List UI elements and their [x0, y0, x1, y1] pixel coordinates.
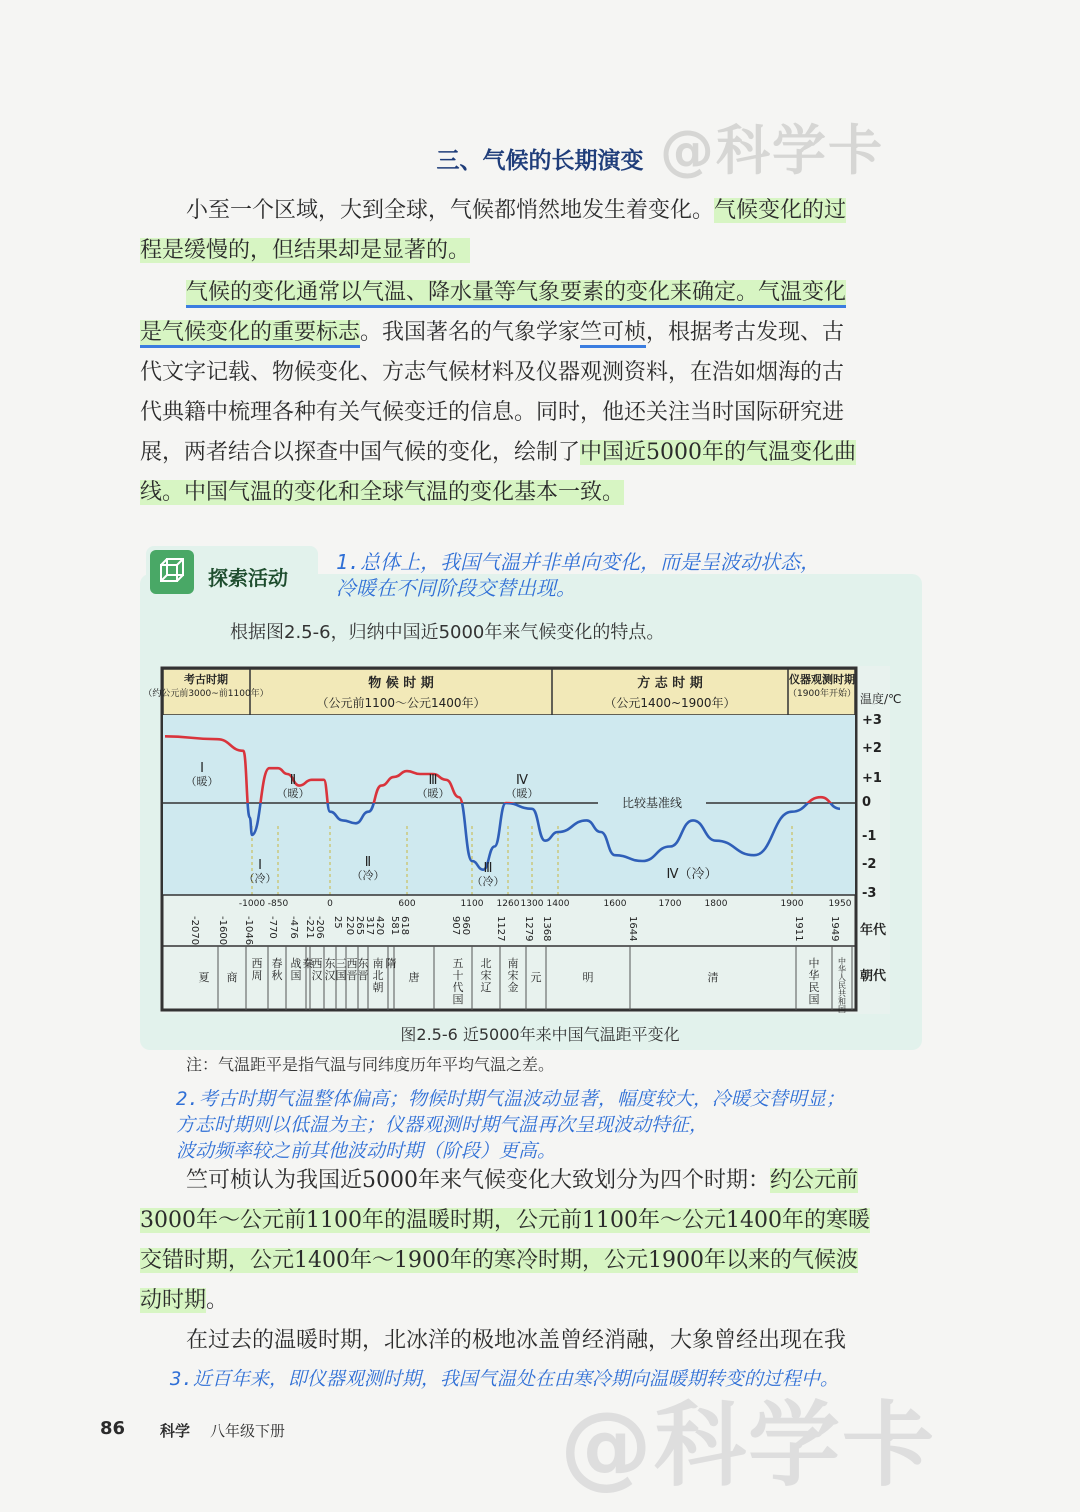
text: 代文字记载、物候变化、方志气候材料及仪器观测资料，在浩如烟海的古	[140, 360, 845, 385]
year-label: -476	[288, 916, 299, 939]
warm-label: Ⅲ	[428, 773, 438, 788]
text-line-8	[140, 478, 624, 508]
dynasty-label: 汉	[324, 969, 336, 982]
dynasty-label: 北	[372, 969, 384, 982]
text: 竺可桢认为我国近5000年来气候变化大致划分为四个时期：	[186, 1168, 770, 1193]
x-tick-label: 1400	[546, 899, 570, 909]
figure-note: 注：气温距平是指气温与同纬度历年平均气温之差。	[186, 1055, 555, 1074]
x-tick-label: 1900	[780, 899, 804, 909]
figure-caption: 图2.5-6 近5000年来中国气温距平变化	[400, 1025, 680, 1044]
y-axis-label: 温度/℃	[860, 692, 902, 706]
page-number: 86	[100, 1418, 126, 1439]
dynasty-label: 夏	[198, 971, 210, 984]
year-label: 1127	[495, 916, 506, 942]
text-line-13	[186, 1326, 846, 1356]
year-label: 1279	[523, 916, 534, 942]
text-line-6	[140, 398, 844, 428]
period-range: （公元前1100～公元1400年）	[316, 696, 486, 710]
year-label: 581	[389, 916, 400, 936]
x-tick-label: 1800	[704, 899, 728, 909]
highlight: 3000年～公元前1100年的温暖时期，公元前1100年～公元1400年的寒暖	[140, 1208, 870, 1233]
dynasty-label: 南	[372, 957, 384, 970]
year-label: 1368	[541, 916, 552, 942]
text-line-10	[140, 1206, 870, 1236]
dynasty-label: 明	[582, 971, 594, 984]
footer-grade: 八年级下册	[210, 1422, 286, 1440]
dynasty-label: 南	[507, 957, 519, 970]
y-tick-label: +3	[862, 713, 882, 728]
dynasty-label: 国	[335, 969, 347, 982]
dynasty-label: 晋	[346, 969, 358, 982]
x-tick-label: 1260	[496, 899, 520, 909]
dynasty-label: 金	[507, 981, 519, 994]
year-label: 317	[364, 916, 375, 936]
handwritten-note-2b: 方志时期则以低温为主；仪器观测时期气温再次呈现波动特征，	[176, 1114, 709, 1136]
handwritten-note-2c: 波动频率较之前其他波动时期（阶段）更高。	[176, 1140, 557, 1162]
text-line-2	[140, 236, 470, 266]
dynasty-label: 民	[808, 981, 820, 994]
dynasty-label: 北	[480, 957, 492, 970]
warm-label: Ⅱ	[289, 773, 297, 788]
cold-label: （冷）	[243, 872, 277, 885]
x-tick-label: 1950	[828, 899, 852, 909]
text-line-12	[140, 1286, 228, 1316]
dynasty-label: 三	[335, 957, 347, 970]
year-label: 420	[374, 916, 385, 936]
dynasty-label: 国	[452, 993, 464, 1006]
baseline-label: 比较基准线	[621, 796, 683, 810]
text: ，根据考古发现、古	[646, 320, 845, 345]
dynasty-label: 清	[707, 971, 719, 984]
highlight: 气候变化的过	[714, 198, 847, 223]
dynasty-label: 国	[808, 993, 820, 1006]
dynasty-label: 中	[808, 957, 820, 970]
x-tick-label: 1600	[603, 899, 627, 909]
x-tick-label: 1700	[658, 899, 682, 909]
cold-label: Ⅱ	[364, 855, 372, 870]
highlight: 动时期	[140, 1288, 207, 1313]
dynasty-label: 宋	[507, 969, 519, 982]
y-tick-label: -1	[862, 829, 877, 844]
period-name: 考古时期	[184, 673, 228, 686]
period-range: （公元1400~1900年）	[604, 696, 736, 710]
dynasty-label: 共	[838, 989, 846, 998]
period-range: （1900年开始）	[788, 689, 856, 699]
dynasty-label: 东	[324, 957, 336, 970]
watermark-bottom: @科学卡	[560, 1392, 937, 1499]
dynasty-label: 商	[226, 971, 238, 984]
year-label: -221	[304, 916, 315, 939]
text: 。我国著名的气象学家	[360, 320, 581, 345]
dynasty-label: 秦	[302, 957, 314, 970]
highlight: 交错时期，公元1400年～1900年的寒冷时期，公元1900年以来的气候波	[140, 1248, 858, 1273]
watermark-top: @科学卡	[660, 119, 884, 182]
text-line-7	[140, 438, 856, 468]
cold-label: Ⅳ（冷）	[666, 867, 718, 882]
handwritten-note-2a: 2.考古时期气温整体偏高；物候时期气温波动显著，幅度较大，冷暖交替明显；	[176, 1088, 845, 1110]
dynasty-label: 华	[838, 965, 846, 974]
year-label: 960	[460, 916, 471, 936]
text-line-4	[140, 318, 844, 348]
year-row-label: 年代	[860, 923, 887, 938]
dynasty-label: 国	[290, 969, 302, 982]
period-name: 仪器观测时期	[789, 673, 855, 686]
highlight: 程是缓慢的，但结果却是显著的。	[140, 238, 471, 263]
temperature-chart	[143, 666, 902, 1014]
year-label: 220	[344, 916, 355, 936]
year-label: -206	[314, 916, 325, 939]
text-line-9	[186, 1166, 858, 1196]
year-label: -1600	[217, 916, 228, 946]
dynasty-label: 宋	[480, 969, 492, 982]
y-tick-label: +2	[862, 741, 882, 756]
highlight: 中国近5000年的气温变化曲	[580, 440, 857, 465]
warm-label: Ⅳ	[516, 773, 528, 788]
handwritten-note-3: 3.近百年来，即仪器观测时期，我国气温处在由寒冷期向温暖期转变的过程中。	[170, 1368, 839, 1390]
text: 展，两者结合以探查中国气候的变化，绘制了	[140, 440, 581, 465]
y-tick-label: -2	[862, 857, 877, 872]
text-line-3	[186, 278, 846, 308]
dynasty-label: 晋	[357, 969, 369, 982]
year-label: 1949	[829, 916, 840, 942]
dynasty-label: 春	[271, 957, 283, 970]
dynasty-label: 人	[838, 973, 846, 982]
period-name: 方 志 时 期	[637, 676, 703, 691]
highlight: 线。中国气温的变化和全球气温的变化基本一致。	[140, 480, 625, 505]
dynasty-label: 战	[290, 957, 302, 970]
period-name: 物 候 时 期	[368, 676, 434, 691]
warm-label: （暖）	[185, 775, 219, 788]
dynasty-label: 和	[838, 997, 846, 1006]
dynasty-label: 代	[452, 981, 464, 994]
dynasty-label: 秋	[271, 969, 283, 982]
highlight-underline: 是气候变化的重要标志	[140, 320, 360, 348]
underline-name: 竺可桢	[580, 320, 646, 348]
text: 。	[206, 1288, 229, 1313]
section-title: 三、气候的长期演变	[436, 148, 644, 174]
year-label: 1644	[627, 916, 638, 942]
highlight: 约公元前	[770, 1168, 859, 1193]
period-range: （约公元前3000~前1100年）	[143, 689, 269, 699]
y-tick-label: +1	[862, 771, 882, 786]
dynasty-label: 东	[357, 957, 369, 970]
warm-label: （暖）	[416, 787, 450, 800]
year-label: 618	[399, 916, 410, 936]
x-tick-label: -1000	[238, 899, 266, 909]
text: 小至一个区域，大到全球，气候都悄然地发生着变化。	[186, 198, 715, 223]
year-label: 907	[450, 916, 461, 936]
cold-label: （冷）	[351, 869, 385, 882]
year-label: 25	[332, 916, 343, 929]
y-tick-label: -3	[862, 886, 877, 901]
x-tick-label: 1300	[520, 899, 544, 909]
year-label: -770	[267, 916, 278, 939]
warm-label: （暖）	[276, 787, 310, 800]
dynasty-label: 华	[808, 969, 820, 982]
dynasty-label: 十	[452, 969, 464, 982]
highlight-underline: 气候的变化通常以气温、降水量等气象要素的变化来确定。气温变化	[186, 280, 846, 308]
dynasty-label: 辽	[480, 981, 492, 994]
activity-label: 探索活动	[208, 566, 288, 590]
dynasty-label: 民	[838, 981, 846, 990]
dynasty-label: 元	[530, 971, 542, 984]
cold-label: Ⅲ	[483, 861, 493, 876]
cold-label: Ⅰ	[258, 858, 262, 873]
cold-label: （冷）	[471, 875, 505, 888]
x-tick-label: 1100	[460, 899, 484, 909]
text-line-1	[186, 196, 846, 226]
warm-label: （暖）	[505, 787, 539, 800]
dynasty-label: 西	[311, 957, 323, 970]
footer-subject: 科学	[160, 1422, 191, 1440]
cube-icon	[150, 550, 194, 594]
dynasty-label: 国	[838, 1005, 846, 1014]
year-label: 1911	[793, 916, 804, 942]
dynasty-label: 唐	[408, 971, 420, 984]
dynasty-label: 周	[251, 969, 263, 982]
dynasty-label: 五	[452, 957, 464, 970]
x-tick-label: -850	[267, 899, 289, 909]
handwritten-note-1a: 1.总体上，我国气温并非单向变化，而是呈波动状态，	[336, 550, 821, 574]
x-tick-label: 0	[327, 899, 333, 909]
x-tick-label: 600	[398, 899, 416, 909]
year-label: 265	[354, 916, 365, 936]
dynasty-label: 西	[251, 957, 263, 970]
text-line-5	[140, 358, 844, 388]
dynasty-label: 隋	[385, 957, 397, 970]
y-tick-label: 0	[862, 795, 872, 810]
dynasty-label: 中	[838, 957, 846, 966]
year-label: -2070	[189, 916, 200, 946]
text-line-11	[140, 1246, 858, 1276]
warm-label: Ⅰ	[200, 761, 204, 776]
dynasty-label: 朝	[372, 981, 384, 994]
dynasty-label: 汉	[311, 969, 323, 982]
text: 代典籍中梳理各种有关气候变迁的信息。同时，他还关注当时国际研究进	[140, 400, 845, 425]
text: 在过去的温暖时期，北冰洋的极地冰盖曾经消融，大象曾经出现在我	[186, 1328, 847, 1353]
dynasty-label: 西	[346, 957, 358, 970]
year-label: -1046	[243, 916, 254, 946]
activity-prompt: 根据图2.5-6，归纳中国近5000年来气候变化的特点。	[230, 622, 665, 643]
handwritten-note-1b: 冷暖在不同阶段交替出现。	[336, 576, 576, 600]
dynasty-row-label: 朝代	[860, 969, 887, 984]
